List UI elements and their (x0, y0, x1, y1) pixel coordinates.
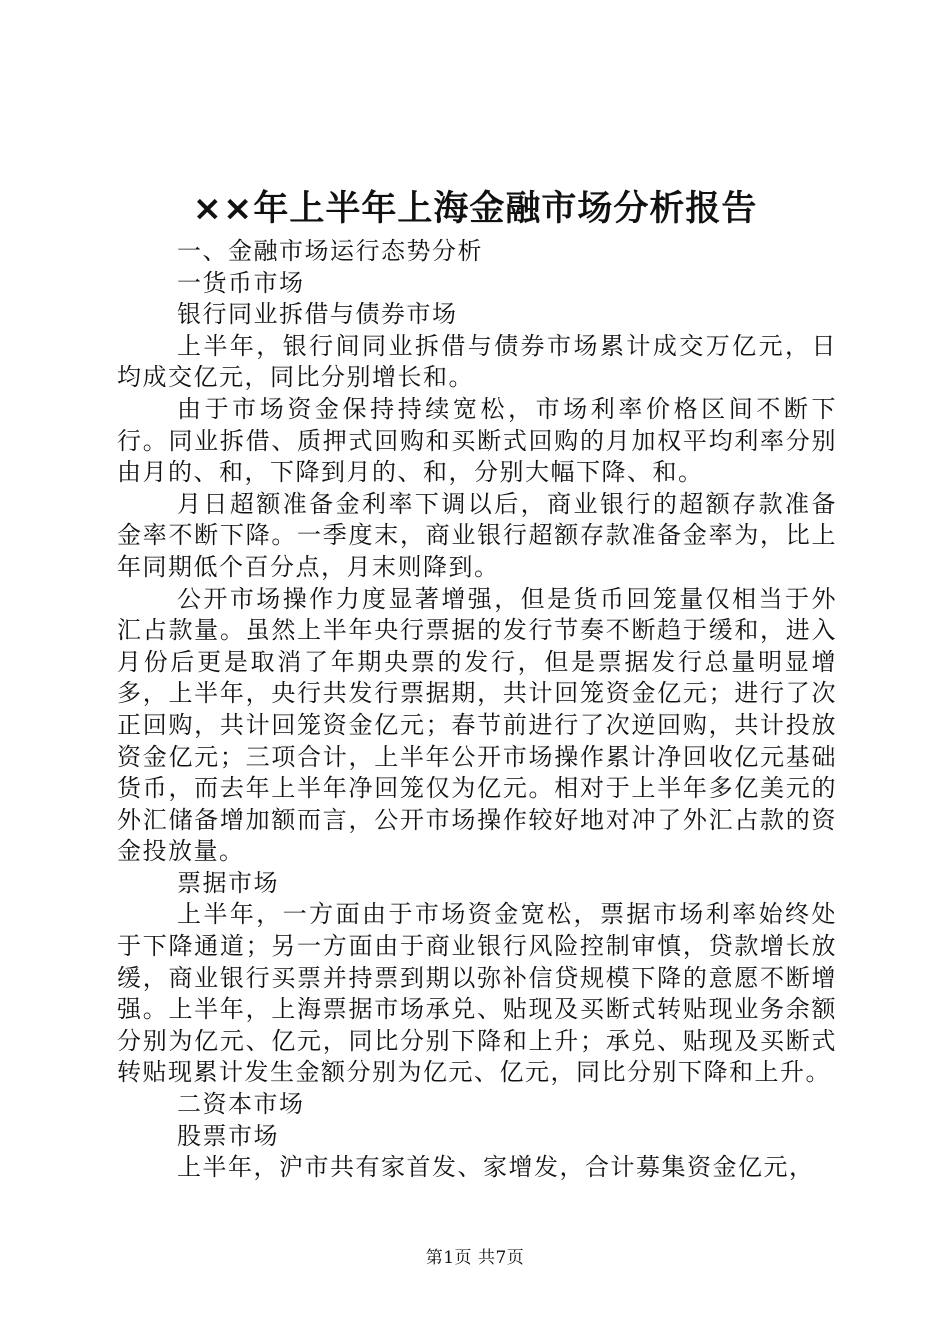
body-paragraph: 上半年，银行间同业拆借与债券市场累计成交万亿元，日均成交亿元，同比分别增长和。 (117, 331, 837, 392)
body-paragraph: 上半年，沪市共有家首发、家增发，合计募集资金亿元， (177, 1153, 815, 1182)
document-body (117, 236, 837, 1184)
page-footer: 第1页 共7页 (425, 1248, 525, 1268)
subsection-heading: 股票市场 (177, 1121, 279, 1150)
subsection-heading: 票据市场 (177, 868, 279, 897)
subsection-heading: 二资本市场 (177, 1090, 305, 1119)
body-paragraph: 由于市场资金保持持续宽松，市场利率价格区间不断下行。同业拆借、质押式回购和买断式回购的月加权平均利率分别由月的、和，下降到月的、和，分别大幅下降、和。 (117, 394, 837, 487)
subsection-heading: 一货币市场 (177, 268, 305, 297)
body-paragraph: 上半年，一方面由于市场资金宽松，票据市场利率始终处于下降通道；另一方面由于商业银行风险控制审慎，贷款增长放缓，商业银行买票并持票到期以弥补信贷规模下降的意愿不断增强。上半年，上海票据市场承兑、贴现及买断式转贴现业务余额分别为亿元、亿元，同比分别下降和上升；承兑、贴现及买断式转贴现累计发生金额分别为亿元、亿元，同比分别下降和上升。 (117, 900, 837, 1087)
section-heading: 一、金融市场运行态势分析 (177, 237, 483, 265)
document-title: ××年上半年上海金融市场分析报告 (192, 189, 758, 229)
body-paragraph: 月日超额准备金利率下调以后，商业银行的超额存款准备金率不断下降。一季度末，商业银行超额存款准备金率为，比上年同期低个百分点，月末则降到。 (117, 489, 837, 581)
subsection-heading: 银行同业拆借与债券市场 (177, 300, 458, 329)
body-paragraph: 公开市场操作力度显著增强，但是货币回笼量仅相当于外汇占款量。虽然上半年央行票据的发行节奏不断趋于缓和，进入月份后更是取消了年期央票的发行，但是票据发行总量明显增多，上半年，央行共发行票据期，共计回笼资金亿元；进行了次正回购，共计回笼资金亿元；春节前进行了次逆回购，共计投放资金亿元；三项合计，上半年公开市场操作累计净回收亿元基础货币，而去年上半年净回笼仅为亿元。相对于上半年多亿美元的外汇储备增加额而言，公开市场操作较好地对冲了外汇占款的资金投放量。 (117, 584, 837, 866)
